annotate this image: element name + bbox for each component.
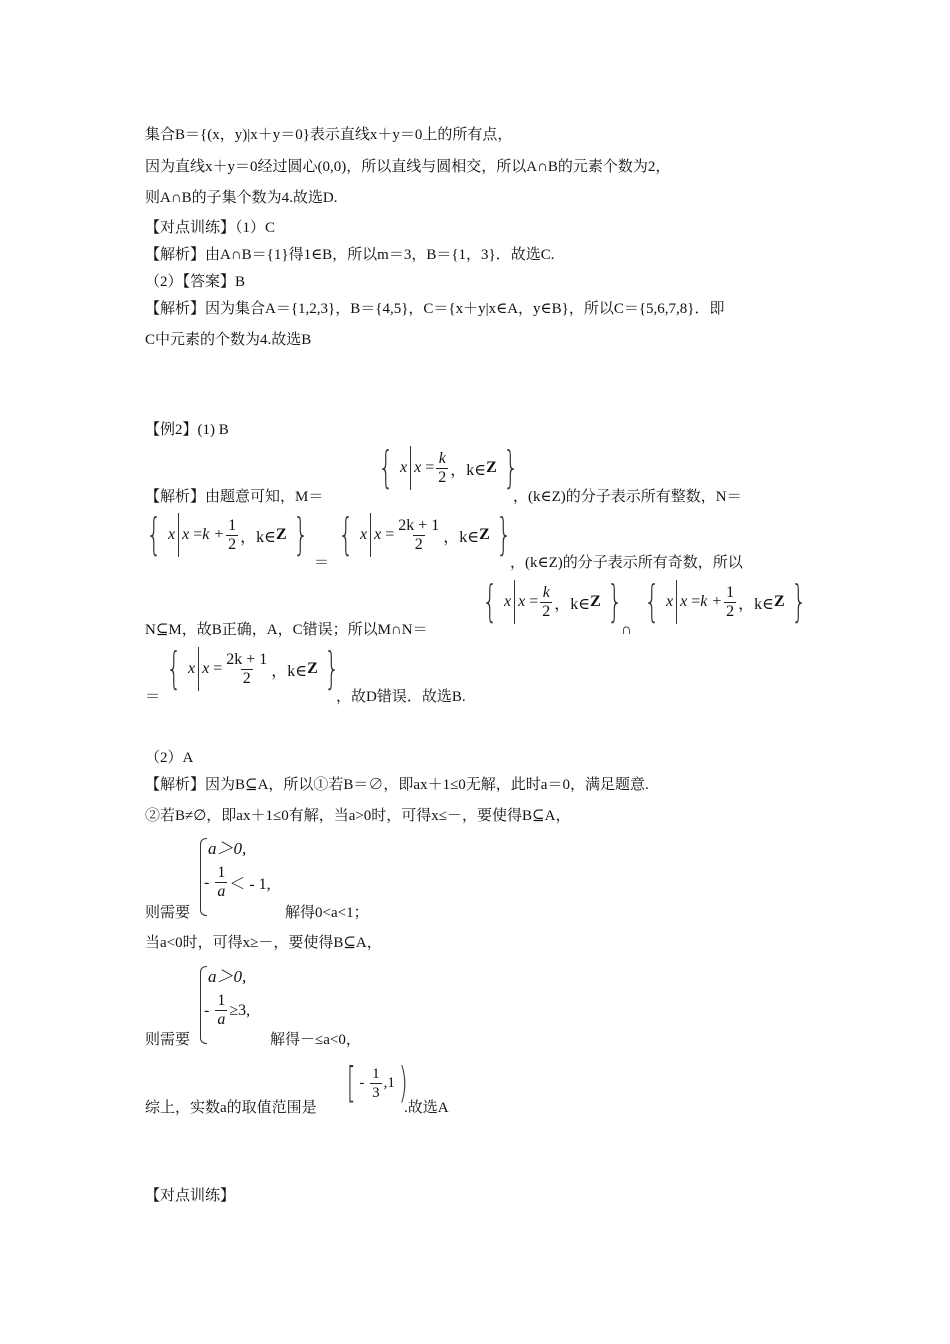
set-formula-result: { x x = $\frac{2k + 1}{2}$ ，k∈ Z }	[166, 643, 340, 694]
text-line: 【解析】由题意可知，M＝	[145, 489, 324, 505]
text-line: 解得0<a<1；	[285, 905, 369, 921]
text-line: 解得－≤a<0，	[270, 1032, 361, 1048]
text-line: 当a<0时，可得x≥－，要使得B⊆A，	[145, 935, 382, 951]
text-line: N⊆M，故B正确，A，C错误；所以M∩N＝	[145, 622, 428, 638]
text-line: ，故D错误．故选B.	[336, 689, 466, 705]
interval-formula: [ - $\frac{1}{3}$ ,1 )	[346, 1058, 408, 1107]
text-line: ②若B≠∅，即ax＋1≤0有解，当a>0时，可得x≤－，要使得B⊆A，	[145, 808, 571, 824]
intersection-symbol: ∩	[621, 622, 632, 638]
text-line: 因为直线x＋y＝0经过圆心(0,0)，所以直线与圆相交，所以A∩B的元素个数为2，	[145, 159, 671, 175]
text-line: 【解析】因为B⊆A，所以①若B＝∅，即ax＋1≤0无解，此时a＝0，满足题意.	[145, 777, 649, 793]
text-line: 则A∩B的子集个数为4.故选D.	[145, 190, 338, 206]
text-line: 则需要	[145, 1032, 191, 1048]
right-brace: }	[503, 442, 519, 493]
section-heading: （2）A	[145, 750, 194, 766]
section-heading: 【对点训练】	[145, 1188, 236, 1204]
text-line: ，(k∈Z)的分子表示所有整数，N＝	[513, 489, 742, 505]
example-heading: 【例2】(1) B	[145, 422, 229, 438]
inequality-system-2: a＞0, - $\frac{1}{a}$ ≥3,	[200, 966, 300, 1046]
text-line: 【解析】由A∩B＝{1}得1∈B，所以m＝3，B＝{1，3}．故选C.	[145, 247, 555, 263]
text-line: 集合B＝{(x，y)|x＋y＝0}表示直线x＋y＝0上的所有点，	[145, 127, 513, 143]
text-line: ，(k∈Z)的分子表示所有奇数，所以	[510, 555, 743, 571]
set-formula-N2: { x x = k + $\frac{1}{2}$ ，k∈ Z }	[644, 576, 807, 627]
text-line: （2）【答案】B	[145, 274, 246, 290]
text-line: C中元素的个数为4.故选B	[145, 332, 312, 348]
text-line: ＝	[314, 555, 330, 571]
set-formula-M2: { x x = $\frac{k}{2}$ ，k∈ Z }	[482, 576, 623, 627]
left-brace: {	[378, 442, 394, 493]
set-formula-M: { x x = $\frac{k}{2}$ ，k∈ Z }	[378, 442, 519, 493]
text-line: ＝	[145, 689, 161, 705]
text-line: .故选A	[404, 1100, 449, 1116]
inequality-system-1: a＞0, - $\frac{1}{a}$ ＜ - 1,	[200, 838, 300, 918]
text-line: 则需要	[145, 905, 191, 921]
section-heading: 【对点训练】（1）C	[145, 220, 276, 236]
text-line: 综上，实数a的取值范围是	[145, 1100, 317, 1116]
set-formula-N-odd: { x x = $\frac{2k + 1}{2}$ ，k∈ Z }	[338, 509, 512, 560]
set-formula-N: { x x = k + $\frac{1}{2}$ ，k∈ Z }	[146, 509, 309, 560]
text-line: 【解析】因为集合A＝{1,2,3}，B＝{4,5}，C＝{x＋y|x∈A，y∈B}，所以C＝{5,6,7,8}．即	[145, 301, 725, 317]
